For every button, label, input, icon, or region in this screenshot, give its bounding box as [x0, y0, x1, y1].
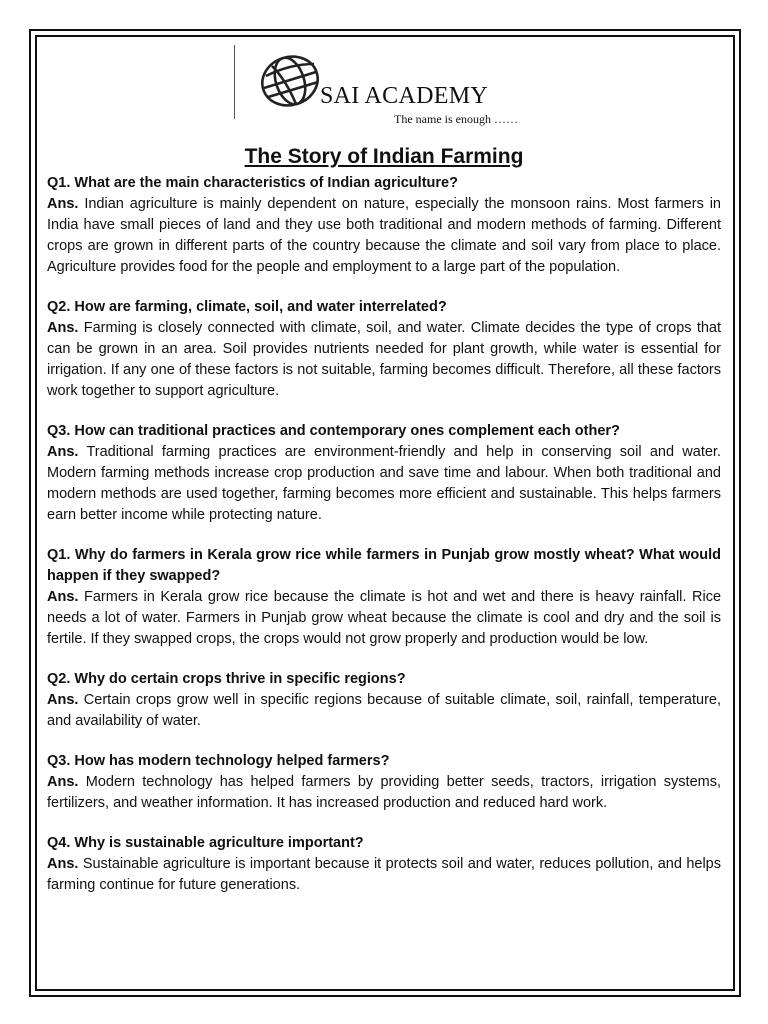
- answer-text: Farming is closely connected with climate, soil, and water. Climate decides the type of crops that can be grown in an area. Soil provides nutrients needed for plant growth, while water is essential for irrigation. If any one of these factors is not suitable, farming becomes difficult. Therefore, all these factors work together to support agriculture.: [47, 320, 721, 399]
- answer: [47, 587, 721, 650]
- question: Q1. What are the main characteristics of Indian agriculture?: [47, 175, 458, 191]
- qa-item: [47, 669, 721, 732]
- answer: [47, 442, 721, 526]
- brand-name: SAI ACADEMY: [320, 83, 488, 109]
- qa-item: [47, 173, 721, 278]
- qa-item: [47, 833, 721, 896]
- question: Q1. Why do farmers in Kerala grow rice while farmers in Punjab grow mostly wheat? What would happen if they swapped?: [47, 547, 721, 584]
- answer-prefix: Ans.: [47, 856, 79, 872]
- qa-list: [47, 173, 721, 915]
- answer-prefix: Ans.: [47, 692, 79, 708]
- brand-tagline: The name is enough ……: [394, 112, 518, 126]
- answer: [47, 318, 721, 402]
- answer-text: Certain crops grow well in specific regions because of suitable climate, soil, rainfall, temperature, and availability of water.: [47, 692, 721, 729]
- logo-divider: [234, 45, 235, 119]
- question: Q2. How are farming, climate, soil, and water interrelated?: [47, 299, 447, 315]
- answer-prefix: Ans.: [47, 320, 79, 336]
- academy-logo: [234, 45, 534, 125]
- answer-text: Sustainable agriculture is important because it protects soil and water, reduces pollution, and helps farming continue for future generations.: [47, 856, 721, 893]
- qa-item: [47, 751, 721, 814]
- answer-prefix: Ans.: [47, 589, 79, 605]
- answer: [47, 854, 721, 896]
- answer: [47, 772, 721, 814]
- answer-prefix: Ans.: [47, 444, 79, 460]
- globe-icon: [256, 50, 324, 112]
- answer-prefix: Ans.: [47, 196, 79, 212]
- answer-prefix: Ans.: [47, 774, 79, 790]
- qa-item: [47, 421, 721, 526]
- qa-item: [47, 545, 721, 650]
- question: Q3. How has modern technology helped farmers?: [47, 753, 390, 769]
- answer: [47, 194, 721, 278]
- page-title: The Story of Indian Farming: [244, 145, 524, 168]
- answer-text: Farmers in Kerala grow rice because the climate is hot and wet and there is heavy rainfall. Rice needs a lot of water. Farmers in Punjab grow wheat because the climate is cool and dry and the soil is fertile. If they swapped crops, the crops would not grow properly and production would be low.: [47, 589, 722, 647]
- answer: [47, 690, 721, 732]
- answer-text: Traditional farming practices are environment-friendly and help in conserving soil and water. Modern farming methods increase crop production and save time and labour. When both traditional and modern methods are used together, farming becomes more efficient and sustainable. This helps farmers earn better income while protecting nature.: [47, 444, 721, 523]
- question: Q2. Why do certain crops thrive in specific regions?: [47, 671, 406, 687]
- qa-item: [47, 297, 721, 402]
- question: Q3. How can traditional practices and contemporary ones complement each other?: [47, 423, 620, 439]
- answer-text: Indian agriculture is mainly dependent on nature, especially the monsoon rains. Most farmers in India have small pieces of land and they use both traditional and modern methods of farming. Different crops are grown in different parts of the country because the climate and soil vary from place to place. Agriculture provides food for the people and employment to a large part of the population.: [47, 196, 721, 275]
- question: Q4. Why is sustainable agriculture important?: [47, 835, 364, 851]
- answer-text: Modern technology has helped farmers by providing better seeds, tractors, irrigation systems, fertilizers, and weather information. It has increased production and reduced hard work.: [47, 774, 722, 811]
